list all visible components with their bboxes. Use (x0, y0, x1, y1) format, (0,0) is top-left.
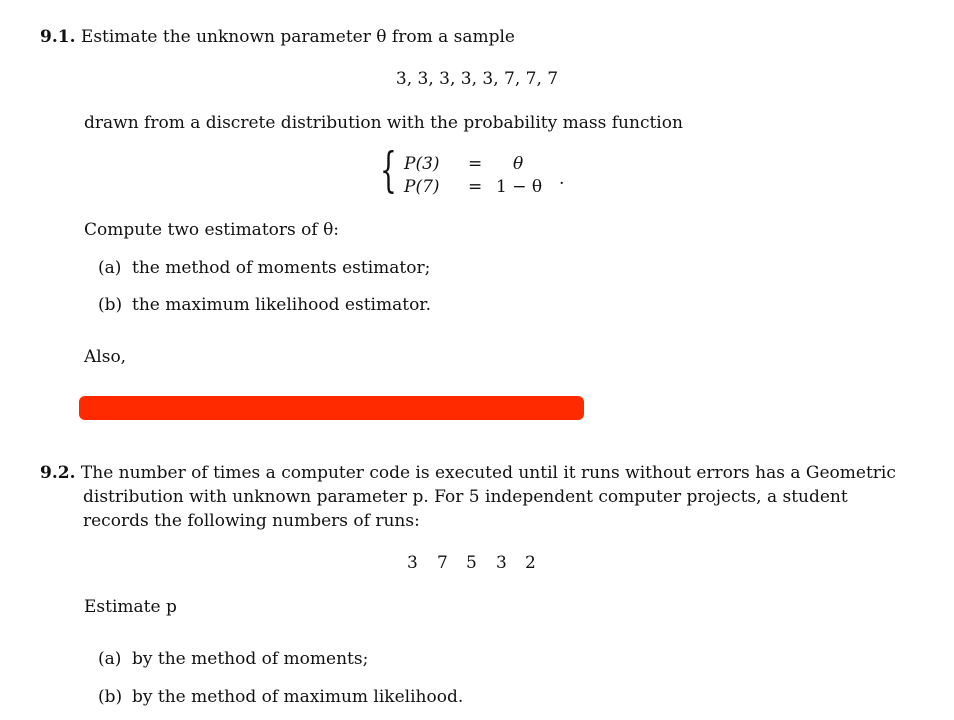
item-label: (b) (98, 295, 123, 315)
item-text: the maximum likelihood estimator. (132, 295, 431, 315)
problem-2-item-b (98, 686, 463, 708)
run-value: 3 (407, 553, 418, 573)
pmf-end-dot: . (559, 169, 565, 189)
run-value: 2 (525, 553, 536, 573)
problem-2-line3: records the following numbers of runs: (83, 511, 420, 531)
problem-2-item-a (98, 648, 368, 670)
item-label: (b) (98, 687, 123, 707)
item-text: by the method of moments; (132, 649, 369, 669)
pmf-row2-right: 1 − θ (496, 177, 543, 197)
item-label: (a) (98, 258, 122, 278)
item-label: (a) (98, 649, 122, 669)
problem-2-line2: distribution with unknown parameter p. For 5 independent computer projects, a student (83, 487, 848, 507)
distribution-text: drawn from a discrete distribution with the probability mass function (84, 113, 683, 133)
pmf-row2-left: P(7) (404, 177, 440, 197)
runs-values (407, 552, 536, 574)
problem-1-number: 9.1. (40, 27, 76, 47)
compute-text: Compute two estimators of θ: (84, 220, 340, 240)
sample-values: 3, 3, 3, 3, 3, 7, 7, 7 (395, 69, 559, 89)
pmf-row1-right: θ (513, 154, 524, 174)
problem-1-header (40, 26, 515, 48)
pmf-row1-left: P(3) (404, 154, 440, 174)
problem-1-intro: Estimate the unknown parameter θ from a sample (80, 27, 515, 47)
run-value: 3 (496, 553, 507, 573)
problem-2-number: 9.2. (40, 463, 76, 483)
item-text: by the method of maximum likelihood. (132, 687, 464, 707)
run-value: 7 (437, 553, 448, 573)
run-value: 5 (466, 553, 477, 573)
also-text: Also, (84, 347, 127, 367)
problem-2-line1 (40, 462, 896, 484)
problem-1-item-b (98, 294, 431, 316)
problem-1-item-a (98, 257, 430, 279)
item-text: the method of moments estimator; (132, 258, 431, 278)
pmf-row1-eq: = (468, 154, 483, 174)
problem-2-text-line1: The number of times a computer code is executed until it runs without errors has a Geometric (80, 463, 896, 483)
redaction-bar (79, 396, 584, 420)
estimate-text: Estimate p (84, 597, 177, 617)
pmf-row2-eq: = (468, 177, 483, 197)
left-brace: { (380, 142, 397, 198)
